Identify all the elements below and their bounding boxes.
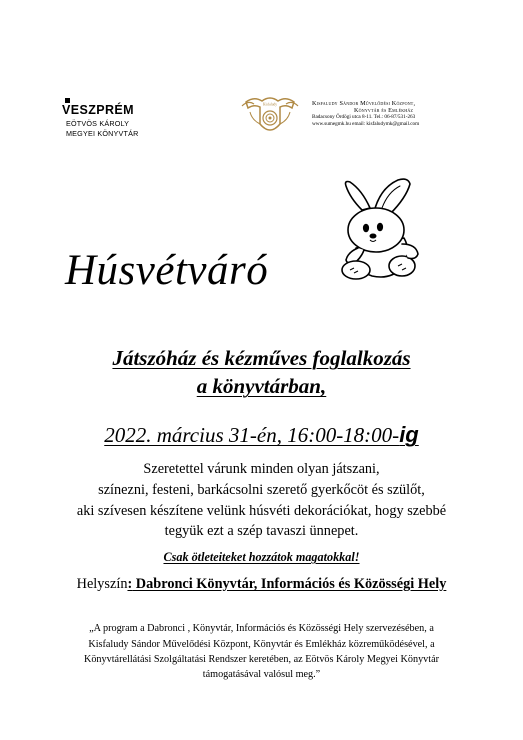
page-title: Húsvétváró (65, 247, 269, 294)
footer-line-2: Kisfaludy Sándor Művelődési Központ, Könyvtár és Emlékház közreműködésével, a (88, 639, 435, 650)
event-date (0, 422, 523, 448)
footer-line-1: „A program a Dabronci , Könyvtár, Információs és Közösségi Hely szervezésében, a (89, 623, 434, 634)
logo-line-1: EÖTVÖS KÁROLY (66, 119, 130, 128)
org-web: www.sumegmk.hu email: kisfaludymk@gmail.com (312, 120, 420, 127)
subtitle-line-2 (0, 374, 523, 399)
org-address: Badacsony Ördögi utca 8-11. Tel.: 06-87/531-263 (312, 114, 416, 121)
subtitle-line-1 (0, 346, 523, 371)
bring-note: Csak ötleteiteket hozzátok magatokkal! (163, 550, 360, 564)
body-line-1: Szeretettel várunk minden olyan játszani, (143, 461, 380, 477)
venue-colon: : (127, 576, 133, 592)
body-line-3: aki szívesen készítene velünk húsvéti dekorációkat, hogy szebbé (76, 503, 447, 519)
body-line-4: tegyük ezt a szép tavaszi ünnepet. (164, 523, 359, 539)
body-line-2: színezni, festeni, barkácsolni szerető gyerkőcöt és szülőt, (98, 482, 425, 498)
subtitle-text-1: Játszóház és kézműves foglalkozás (112, 346, 411, 370)
event-date-suffix: ig (399, 422, 419, 447)
venue-label: Helyszín (76, 576, 128, 592)
venue-value: Dabronci Könyvtár, Információs és Közösségi Hely (132, 576, 447, 592)
logo-line-2: MEGYEI KÖNYVTÁR (66, 129, 139, 138)
footer-line-4: támogatásával valósul meg.” (202, 669, 321, 680)
subtitle-punct: , (321, 374, 327, 398)
event-date-main: 2022. március 31-én, 16:00-18:00- (104, 423, 400, 447)
kisfaludy-crest-icon (240, 94, 300, 138)
bunny-illustration-icon (326, 178, 438, 282)
venue (0, 576, 523, 593)
footer-line-3: Könyvtárellátási Szolgáltatási Rendszer keretében, az Eötvös Károly Megyei Könyvtár (83, 654, 440, 665)
logo-name: VESZPRÉM (62, 103, 134, 117)
subtitle-text-2: a könyvtárban (196, 374, 321, 398)
crest-text: Kisfaludy (262, 102, 278, 107)
org-line-1: Kisfaludy Sándor Művelődési Központ, (312, 100, 416, 107)
kisfaludy-logo-text (312, 101, 462, 127)
org-line-2: Könyvtár és Emlékház (354, 106, 414, 114)
